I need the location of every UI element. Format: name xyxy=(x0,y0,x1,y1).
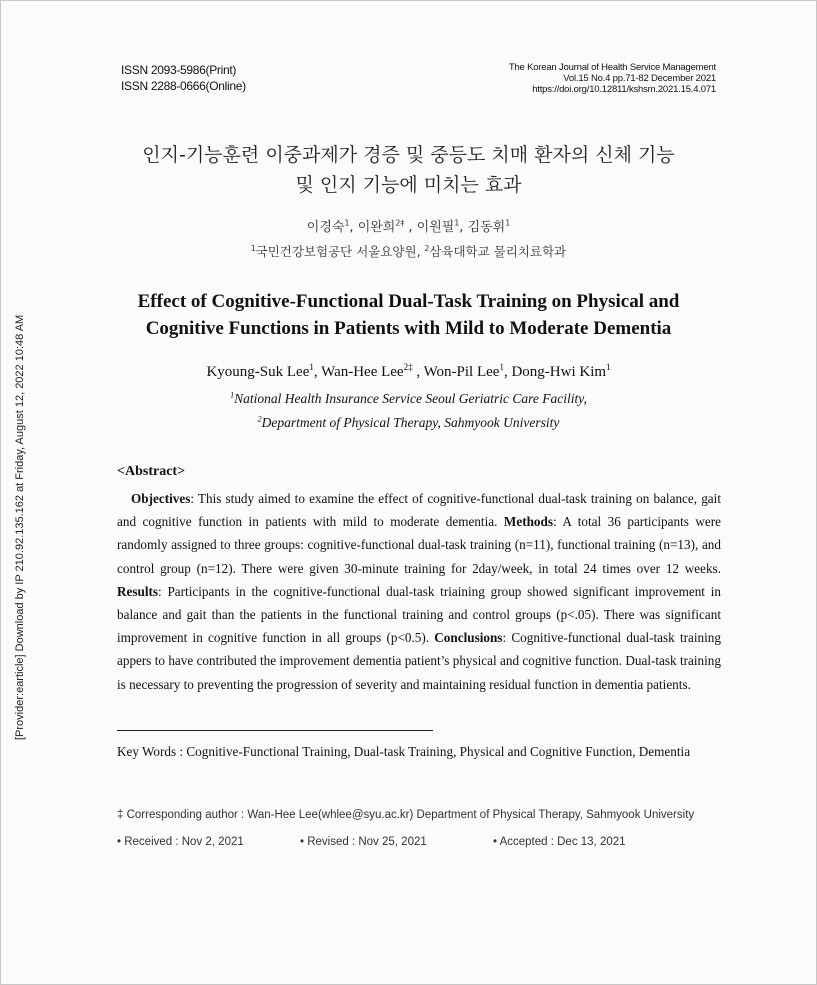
author: 이경숙 xyxy=(306,220,345,235)
journal-doi[interactable]: https://doi.org/10.12811/kshsm.2021.15.4.071 xyxy=(532,84,716,95)
english-affil1 xyxy=(0,391,817,407)
affil-sup: 2 xyxy=(424,243,430,253)
download-watermark: [Provider:earticle] Download by IP 210.92.135.162 at Friday, August 12, 2022 10:48 AM xyxy=(14,314,26,740)
accepted-date: • Accepted : Dec 13, 2021 xyxy=(493,836,626,848)
divider xyxy=(117,730,433,731)
korean-title-line1: 인지-기능훈련 이중과제가 경증 및 중등도 치매 환자의 신체 기능 xyxy=(142,144,675,166)
affil-sup: 2 xyxy=(257,414,262,424)
author-sup: 2‡ xyxy=(403,362,413,372)
author: Won-Pil Lee xyxy=(423,364,500,380)
english-affil1-text: National Health Insurance Service Seoul Geriatric Care Facility, xyxy=(234,391,587,406)
author-sup: 1 xyxy=(499,362,504,372)
korean-affiliations xyxy=(0,242,817,260)
journal-info xyxy=(509,62,716,95)
korean-title xyxy=(0,140,817,200)
keywords: Key Words : Cognitive-Functional Training, Dual-task Training, Physical and Cognitive Function, Dementia xyxy=(117,744,691,759)
author-sup: 1 xyxy=(454,218,460,228)
english-affil2-text: Department of Physical Therapy, Sahmyook University xyxy=(261,415,560,430)
author: 이완희 xyxy=(357,220,396,235)
author-sup: 1 xyxy=(606,362,611,372)
revised-date: • Revised : Nov 25, 2021 xyxy=(300,836,427,848)
english-title xyxy=(0,288,817,342)
received-date: • Received : Nov 2, 2021 xyxy=(117,836,244,848)
issn-block xyxy=(121,62,246,94)
english-title-line1: Effect of Cognitive-Functional Dual-Task Training on Physical and xyxy=(137,291,680,312)
conclusions-label: Conclusions xyxy=(434,630,503,646)
objectives-text: : This study aimed to examine the effect of cognitive-functional dual-task training on balance, gait and cognitive function in patients with mild to moderate dementia. xyxy=(117,491,721,530)
english-authors: Kyoung-Suk Lee$^1$, Wan-Hee Lee$^{2\ddagger}$ , Won-Pil Lee$^1$, Dong-Hwi Kim$^1$ xyxy=(206,362,611,380)
results-text: : Participants in the cognitive-functional dual-task triaining group showed significant improvement in balance and gait than the patients in the functional training and control groups (p<.05). There was significant improvement in cognitive function in all groups (p<0.5). xyxy=(117,583,721,646)
author: 김동휘 xyxy=(467,220,506,235)
affil-sup: 1 xyxy=(250,243,256,253)
issn-online: ISSN 2288-0666(Online) xyxy=(121,79,246,93)
objectives-label: Objectives xyxy=(131,491,191,506)
abstract-heading: <Abstract> xyxy=(117,464,186,479)
author-sup: 1 xyxy=(344,218,350,228)
english-affil2 xyxy=(0,415,817,431)
conclusions-text: : Cognitive-functional dual-task training appers to have contributed the improvement dementia patient’s physical and cognitive function. Dual-task training is necessary to preventing the progression of severity and maintaining residual function in dementia patients. xyxy=(117,630,721,692)
korean-authors: 이경숙$^1$, 이완희$^{2\ddagger}$ , 이원필$^1$, 김동휘$^1$ xyxy=(306,218,511,235)
results-label: Results xyxy=(117,583,159,599)
author-sup: 1 xyxy=(505,218,511,228)
author-sup: 2‡ xyxy=(395,218,405,228)
english-title-line2: Cognitive Functions in Patients with Mild to Moderate Dementia xyxy=(145,318,672,339)
author: Kyoung-Suk Lee xyxy=(206,364,310,380)
journal-name: The Korean Journal of Health Service Management xyxy=(508,62,716,73)
korean-affil2: 삼육대학교 물리치료학과 xyxy=(429,244,567,259)
author: Dong-Hwi Kim xyxy=(511,364,607,380)
corresponding-author: ‡ Corresponding author : Wan-Hee Lee(whlee@syu.ac.kr) Department of Physical Therapy, Sahmyook University xyxy=(117,809,695,821)
journal-volume: Vol.15 No.4 pp.71-82 December 2021 xyxy=(563,73,716,84)
affil-sup: 1 xyxy=(230,390,235,400)
korean-title-line2: 및 인지 기능에 미치는 효과 xyxy=(295,174,522,196)
korean-affil1: 국민건강보험공단 서울요양원, xyxy=(255,244,421,259)
author: Wan-Hee Lee xyxy=(321,364,404,380)
methods-label: Methods xyxy=(503,514,553,530)
issn-print: ISSN 2093-5986(Print) xyxy=(121,63,237,77)
author: 이원필 xyxy=(416,220,455,235)
methods-text: : A total 36 participants were randomly assigned to three groups: cognitive-functional dual-task training (n=11), functional training (n=13), and control group (n=12). There were given 30-minute training for 2day/week, in total 24 times over 12 weeks. xyxy=(117,514,721,576)
author-sup: 1 xyxy=(309,362,314,372)
abstract-body xyxy=(117,487,721,696)
